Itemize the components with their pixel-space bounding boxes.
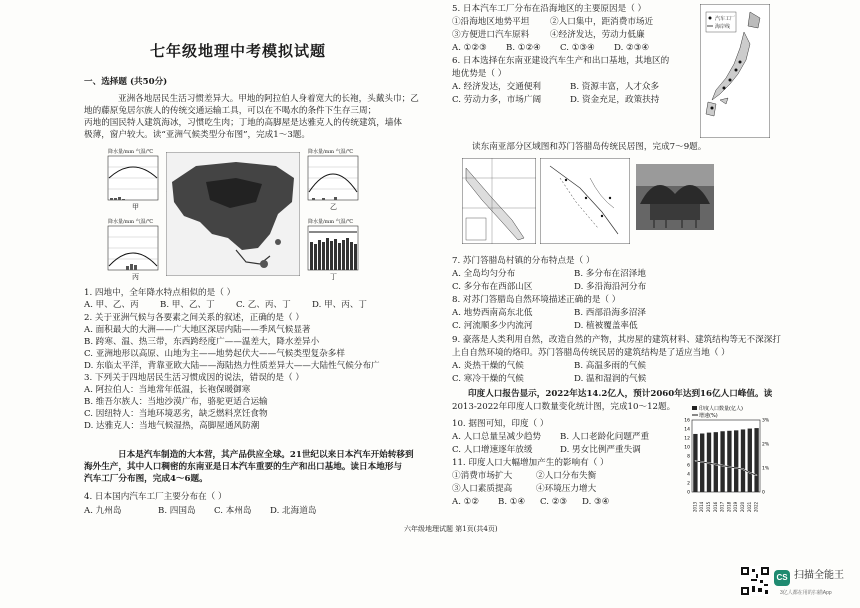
q7-option-a[interactable]: A. 全岛均匀分布 — [452, 269, 516, 279]
q11-option-a[interactable]: A. ①② — [452, 497, 480, 507]
q11-option-b[interactable]: B. ①④ — [498, 497, 526, 507]
chart-label: 甲 — [132, 203, 139, 211]
q5-item-4: ④经济发达，劳动力低廉 — [550, 30, 645, 40]
q4-option-d[interactable]: D. 北海道岛 — [270, 506, 317, 516]
qr-code — [740, 566, 770, 596]
japan-legend-label: 海岸线 — [715, 24, 731, 30]
legend-swatch — [692, 406, 697, 410]
q9-stem-cont: 上自自然环境的烙印。苏门答腊岛传统民居的建筑结构是了适应当地（ ） — [452, 348, 730, 358]
q2-option-c[interactable]: C. 亚洲地形以高原、山地为主——地势起伏大——气候类型复杂多样 — [84, 349, 345, 359]
q1-option-c[interactable]: C. 乙、丙、丁 — [236, 300, 291, 310]
q4-option-b[interactable]: B. 四国岛 — [158, 506, 196, 516]
population-bar — [720, 431, 724, 492]
q8-option-a[interactable]: A. 地势西南高东北低 — [452, 308, 533, 318]
q6-option-d[interactable]: D. 资金充足，政策扶持 — [570, 95, 660, 105]
q8-stem: 8. 对苏门答腊岛自然环境描述正确的是（ ） — [452, 295, 621, 305]
q10-option-d[interactable]: D. 男女比例严重失调 — [560, 445, 641, 455]
q4-stem: 4. 日本国内汽车工厂主要分布在（ ） — [84, 492, 227, 502]
q11-item-4: ④环境压力增大 — [536, 484, 597, 494]
q10-option-a[interactable]: A. 人口总量呈减少趋势 — [452, 432, 542, 442]
q5-option-c[interactable]: C. ①③④ — [560, 43, 595, 53]
q5-option-a[interactable]: A. ①②③ — [452, 43, 487, 53]
q10-option-c[interactable]: C. 人口增速逐年放缓 — [452, 445, 533, 455]
q6-option-b[interactable]: B. 资源丰富，人才众多 — [570, 82, 660, 92]
x-tick-label: 2019 — [733, 501, 739, 512]
scanner-tagline: 3亿人都在用的扫描App — [780, 590, 832, 596]
y-tick-label: 10 — [684, 445, 690, 451]
y-tick-label: 14 — [684, 427, 690, 433]
y2-tick-label: 2% — [762, 442, 770, 448]
y-tick-label: 6 — [687, 463, 690, 469]
x-tick-label: 2015 — [706, 501, 712, 512]
population-bar — [734, 430, 738, 492]
q1-option-a[interactable]: A. 甲、乙、丙 — [84, 300, 139, 310]
q2-option-b[interactable]: B. 跨寒、温、热三带，东西跨经度广——温差大，降水差异小 — [84, 337, 320, 347]
chart-label: 丙 — [132, 273, 139, 281]
q7-option-b[interactable]: B. 多分布在沼泽地 — [574, 269, 646, 279]
y-tick-label: 8 — [687, 454, 690, 460]
page-footer: 六年级地理试题 第1页(共4页) — [404, 525, 498, 533]
car-intro-line: 日本是汽车制造的大本营，其产品供应全球。21世纪以来日本汽车开始转移到 — [118, 450, 414, 460]
legend-label: 增速(%) — [699, 413, 718, 419]
q3-option-c[interactable]: C. 因纽特人：当地环境恶劣，缺乏燃料烹饪食物 — [84, 409, 268, 419]
q6-stem: 6. 日本选择在东南亚建设汽车生产和出口基地，其地区的 — [452, 56, 670, 66]
chart-axis-label: 降水量/mm 气温/℃ — [108, 219, 154, 225]
q7-option-d[interactable]: D. 多沿海沿河分布 — [574, 282, 647, 292]
q5-item-1: ①沿海地区地势平坦 — [452, 17, 530, 27]
q2-option-a[interactable]: A. 面积最大的大洲——广大地区深居内陆——季风气候显著 — [84, 325, 311, 335]
asia-climate-figure — [96, 148, 366, 280]
x-tick-label: 2021 — [746, 501, 752, 512]
india-intro-line: 印度人口报告显示，2022年达14.2亿人，预计2060年达到16亿人口峰值。读 — [468, 389, 773, 399]
car-intro-line: 汽车工厂分布图，完成4～6题。 — [84, 474, 208, 484]
x-tick-label: 2022 — [753, 501, 759, 512]
q9-option-b[interactable]: B. 高温多雨的气候 — [574, 361, 646, 371]
sumatra-intro: 读东南亚部分区域图和苏门答腊岛传统民居图，完成7～9题。 — [472, 142, 707, 152]
x-tick-label: 2017 — [719, 501, 725, 512]
climate-chart-jia — [96, 148, 162, 210]
q5-item-2: ②人口集中，距消费市场近 — [550, 17, 654, 27]
x-tick-label: 2013 — [692, 501, 698, 512]
q11-option-d[interactable]: D. ③④ — [582, 497, 610, 507]
india-population-chart — [676, 404, 776, 516]
q1-option-d[interactable]: D. 甲、丙、丁 — [312, 300, 368, 310]
y-tick-label: 12 — [684, 436, 690, 442]
chart-axis-label: 降水量/mm 气温/℃ — [308, 219, 354, 225]
q11-stem: 11. 印度人口大幅增加产生的影响有（ ） — [452, 458, 609, 468]
y2-tick-label: 0 — [762, 490, 765, 496]
climate-chart-ding — [302, 218, 368, 280]
q7-stem: 7. 苏门答腊岛村镇的分布特点是（ ） — [452, 256, 595, 266]
exam-title: 七年级地理中考模拟试题 — [150, 42, 327, 60]
q1-option-b[interactable]: B. 甲、乙、丁 — [160, 300, 215, 310]
x-tick-label: 2020 — [740, 501, 746, 512]
q4-option-a[interactable]: A. 九州岛 — [84, 506, 122, 516]
q10-stem: 10. 据图可知，印度（ ） — [452, 419, 549, 429]
japan-legend-label: 汽车工厂 — [715, 16, 736, 22]
chart-axis-label: 降水量/mm 气温/℃ — [308, 149, 354, 155]
q8-option-c[interactable]: C. 河流顺多少内流河 — [452, 321, 533, 331]
x-tick-label: 2014 — [699, 501, 705, 512]
x-tick-label: 2016 — [712, 501, 718, 512]
q11-item-1: ①消费市场扩大 — [452, 471, 513, 481]
population-bar — [693, 434, 697, 492]
y2-tick-label: 1% — [762, 466, 770, 472]
population-bar — [727, 431, 731, 492]
chart-label: 丁 — [330, 273, 337, 281]
q10-option-b[interactable]: B. 人口老龄化问题严重 — [560, 432, 650, 442]
intro-line: 地的藤原兔居尔族人的传统交通运输工具，可以在不喝水的条件下生存三周； — [84, 106, 377, 116]
q6-option-c[interactable]: C. 劳动力多，市场广阔 — [452, 95, 542, 105]
q8-option-b[interactable]: B. 西部沿海多沼泽 — [574, 308, 646, 318]
population-bar — [741, 429, 745, 492]
q3-stem: 3. 下列关于四地居民生活习惯成因的说法，错误的是（ ） — [84, 373, 304, 383]
y-tick-label: 2 — [687, 481, 690, 487]
y-tick-label: 4 — [687, 472, 690, 478]
intro-line: 丙地的国民特人建筑海冰，习惯吃生肉；丁地的高脚屋是达雅克人的传统建筑，墙体 — [84, 118, 402, 128]
climate-chart-bing — [96, 218, 162, 280]
y2-tick-label: 3% — [762, 418, 770, 424]
camscanner-logo: CS — [774, 570, 790, 586]
scanner-brand: 扫描全能王 — [794, 570, 844, 581]
asia-climate-map — [166, 152, 300, 276]
section-heading: 一、选择题 (共50分) — [84, 77, 168, 87]
q9-option-c[interactable]: C. 寒冷干燥的气候 — [452, 374, 524, 384]
q9-stem: 9. 豪落是人类利用自然，改造自然的产物，其房屋的建筑材料、建筑结构等无不深深打 — [452, 335, 781, 345]
q9-option-a[interactable]: A. 炎热干燥的气候 — [452, 361, 524, 371]
india-intro-line: 2013-2022年印度人口数量变化统计图，完成10～12题。 — [452, 402, 676, 412]
q6-option-a[interactable]: A. 经济发达，交通便利 — [452, 82, 542, 92]
q4-option-c[interactable]: C. 本州岛 — [214, 506, 252, 516]
x-tick-label: 2018 — [726, 501, 732, 512]
chart-label: 乙 — [330, 203, 337, 211]
car-intro-line: 海外生产，其中人口稠密的东南亚是日本汽车重要的生产和出口基地。读日本地形与 — [84, 462, 402, 472]
y-tick-label: 16 — [684, 418, 690, 424]
y-tick-label: 0 — [687, 490, 690, 496]
population-bar — [754, 428, 758, 492]
q1-stem: 1. 四地中，全年降水特点相似的是（ ） — [84, 288, 236, 298]
intro-line: 极薄，窗户较大。读“亚洲气候类型分布图”，完成1～3题。 — [84, 130, 310, 140]
q8-option-d[interactable]: D. 植被覆盖率低 — [574, 321, 638, 331]
sumatra-house-photo — [636, 164, 714, 230]
q3-option-b[interactable]: B. 维吾尔族人：当地沙漠广布，骆驼更适合运输 — [84, 397, 268, 407]
q7-option-c[interactable]: C. 多分布在西部山区 — [452, 282, 533, 292]
q9-option-d[interactable]: D. 温和湿润的气候 — [574, 374, 647, 384]
q5-option-d[interactable]: D. ②③④ — [614, 43, 650, 53]
sumatra-detail-map — [540, 158, 630, 244]
climate-chart-yi — [302, 148, 368, 210]
q11-item-2: ②人口分布失衡 — [536, 471, 597, 481]
q2-option-d[interactable]: D. 东临太平洋，背靠亚欧大陆——海陆热力性质差异大——大陆性气候分布广 — [84, 361, 380, 371]
q5-stem: 5. 日本汽车工厂分布在沿海地区的主要原因是（ ） — [452, 4, 647, 14]
chart-axis-label: 降水量/mm 气温/℃ — [108, 149, 154, 155]
q11-option-c[interactable]: C. ②③ — [540, 497, 568, 507]
q2-stem: 2. 关于亚洲气候与各要素之间关系的叙述，正确的是（ ） — [84, 313, 304, 323]
legend-label: 印度人口数量(亿人) — [699, 406, 743, 412]
q6-stem-cont: 地优势是（ ） — [452, 69, 507, 79]
q11-item-3: ③人口素质提高 — [452, 484, 513, 494]
q5-item-3: ③方便进口汽车原料 — [452, 30, 530, 40]
q5-option-b[interactable]: B. ①②④ — [506, 43, 541, 53]
population-bar — [714, 432, 718, 492]
q3-option-a[interactable]: A. 阿拉伯人：当地常年低温，长袍保暖御寒 — [84, 385, 251, 395]
intro-line: 亚洲各地居民生活习惯差异大。甲地的阿拉伯人身着宽大的长袍，头戴头巾；乙 — [118, 94, 419, 104]
q3-option-d[interactable]: D. 达雅克人：当地气候湿热，高脚屋通风防潮 — [84, 421, 260, 431]
southeast-asia-map — [462, 158, 536, 244]
population-bar — [748, 429, 752, 492]
japan-car-map — [700, 4, 770, 138]
